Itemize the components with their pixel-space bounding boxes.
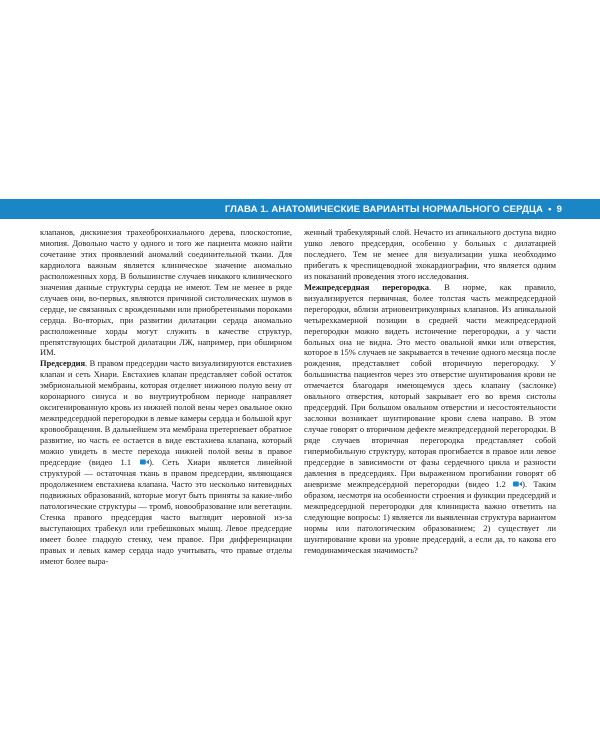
- page-number: 9: [556, 203, 562, 215]
- paragraph: [40, 358, 292, 566]
- paragraph: [304, 282, 556, 556]
- header-separator: •: [548, 203, 552, 215]
- paragraph: женный трабекулярный слой. Нечасто из апикального доступа видно ушко левого предсердия, особенно у больных с дилатацией последнего. Тем не менее для визуализации ушка необходимо прибегать к чреспищеводной эхокардиографии, что является одним из показаний проведения этого исследования.: [304, 227, 556, 281]
- paragraph: клапанов, дискинезия трахеобронхиального дерева, плоскостопие, миопия. Довольно часто у одного и того же пациента можно найти сочетание этих проявлений аномалий соединительной ткани. Для кардиолога важным является клиническое значение аномально расположенных хорд. В большинстве случаев никакого клинического значения данные структуры сердца не имеют. Тем не менее в ряде случаев они, во-первых, являются причиной систолических шумов в сердце, не связанных с врожденными или приобретенными пороками сердца. Во-вторых, при развитии дилатации сердца аномально расположенные хорды могут служить в качестве структур, препятствующих быстрой дилатации ЛЖ, например, при обширном ИМ.: [40, 227, 292, 358]
- video-reference[interactable]: (видео 1.1 ).: [88, 457, 155, 468]
- section-term: Межпредсердная перегородка: [304, 281, 430, 292]
- running-header: [0, 199, 600, 219]
- chapter-title: ГЛАВА 1. АНАТОМИЧЕСКИЕ ВАРИАНТЫ НОРМАЛЬНОГО СЕРДЦА: [224, 203, 544, 215]
- right-column: [304, 227, 556, 556]
- section-term: Предсердия: [40, 358, 86, 369]
- paragraph-text: Сеть Хиари является линейной структурой — остаточная ткань в правом предсердии, являющаяся продолжением евстахиева клапана. Часто это несколько нитевидных подвижных образований, которые могут быть приняты за какие-либо патологические структуры — тромб, новообразование или вегетации. Стенка правого предсердия часто выглядит неровной из-за выступающих трабекул или гребешковых мышц. Левое предсердие имеет более гладкую стенку, чем правое. При дифференциации правых и левых камер сердца надо учитывать, что правые отделы имеют более выра-: [40, 457, 293, 566]
- video-reference[interactable]: (видео 1.2 ).: [465, 478, 528, 489]
- video-camera-icon: [513, 481, 522, 487]
- page-top-margin: [0, 0, 600, 198]
- left-column: [40, 227, 292, 567]
- paragraph-text: . В норме, как правило, визуализируется первичная, более толстая часть межпредсердной перегородки, вблизи атриовентрикулярных клапанов. Из апикальной четырехкамерной позиции в средней части межпредсердной перегородки можно видеть истончение перегородки, а у части больных она не видна. Это место овальной ямки или отверстия, которое в 15% случаев не закрывается в течение одного месяца после рождения, представляет собой вторичную перегородку. У большинства пациентов через это отверстие шунтирования крови не отмечается благодаря имеющемуся здесь клапану (заслонке) овального отверстия, который закрывает его во время систолы предсердий. При большом овальном отверстии и несостоятельности заслонки возникает шунтирование крови слева направо. В этом случае говорят о вторичном дефекте межпредсердной перегородки. В ряде случаев вторичная перегородка представляет собой гипермобильную структуру, которая прогибается в правое или левое предсердие в зависимости от фазы сердечного цикла и разности давления в предсердиях. При выраженном прогибании говорят об аневризме межпредсердной перегородки: [304, 281, 557, 489]
- paragraph-text: Таким образом, несмотря на особенности строения и функции предсердий и межпредсердной перегородки для клинициста важно ответить на следующие вопросы: 1) является ли выявленная структура вариантом нормы или патологическим образованием; 2) существует ли шунтирование крови на уровне предсердий, а если да, то какова его гемодинамическая значимость?: [304, 478, 556, 555]
- paragraph-text: . В правом предсердии часто визуализируются евстахиев клапан и сеть Хиари. Евстахиев клапан представляет собой остаток эмбриональной мембраны, которая отделяет нижнюю полую вену от коронарного синуса и во внутриутробном периоде направляет оксигенированную кровь из нижней полой вены через овальное окно межпредсердной перегородки в левые камеры сердца и большой круг кровообращения. В дальнейшем эта мембрана претерпевает обратное развитие, но часть ее остается в виде евстахиева клапана, который можно увидеть в месте перехода нижней полой вены в правое предсердие: [40, 358, 292, 468]
- video-camera-icon: [140, 459, 149, 465]
